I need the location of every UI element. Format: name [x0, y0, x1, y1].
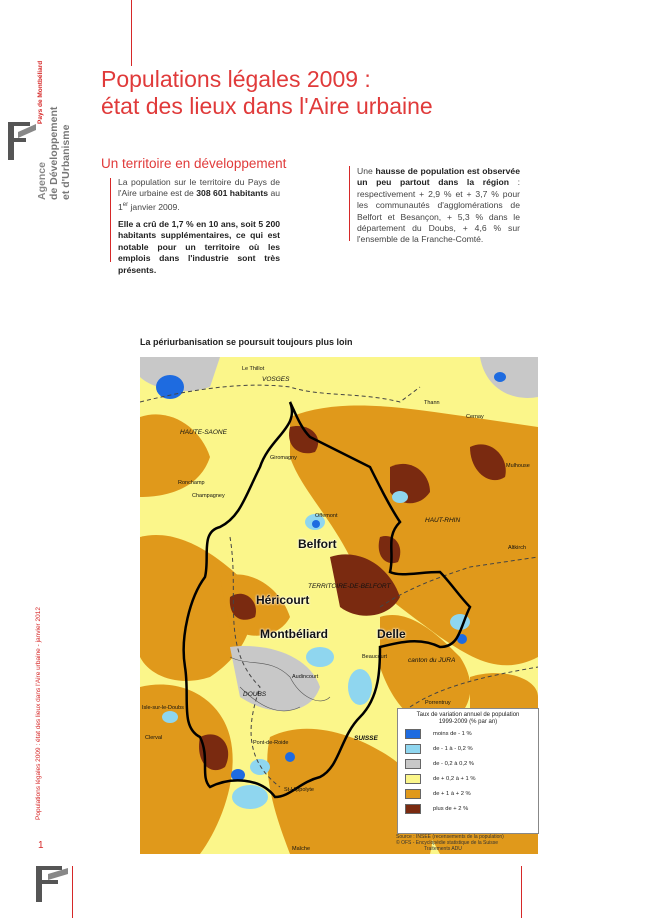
legend-swatch	[405, 774, 421, 784]
legend-item	[405, 771, 538, 786]
city-cernay: Cernay	[466, 414, 484, 420]
city-st-hippolyte: St-Hippolyte	[284, 787, 314, 793]
legend-item	[405, 801, 538, 816]
logo-agency: Agence	[36, 162, 48, 200]
city-pont-de-roide: Pont-de-Roide	[253, 740, 289, 746]
page-title: Populations légales 2009 : état des lieux dans l'Aire urbaine	[101, 66, 433, 119]
col1-rule	[110, 178, 111, 262]
region-territoire-de-belfort: TERRITOIRE-DE-BELFORT	[308, 583, 391, 590]
city-clerval: Clerval	[145, 735, 163, 741]
top-rule	[131, 0, 132, 66]
col2-rule	[349, 166, 350, 241]
region-jura: canton du JURA	[408, 657, 456, 664]
legend-item	[405, 741, 538, 756]
logo-urb: et d'Urbanisme	[60, 124, 72, 200]
logo-pays: Pays de Montbéliard	[37, 60, 44, 124]
city-le-thillot: Le Thillot	[242, 366, 265, 372]
legend-item	[405, 726, 538, 741]
legend-label: de + 0,2 à + 1 %	[433, 775, 476, 782]
legend-item	[405, 786, 538, 801]
region-suisse: SUISSE	[354, 735, 378, 742]
city-offemont: Offemont	[315, 513, 338, 519]
city-montbeliard: Montbéliard	[260, 627, 328, 641]
section-title: Un territoire en développement	[101, 156, 287, 171]
legend-label: de - 0,2 à 0,2 %	[433, 760, 474, 767]
legend-label: plus de + 2 %	[433, 805, 469, 812]
city-giromagny: Giromagny	[270, 455, 297, 461]
bottom-rule-left	[72, 866, 73, 918]
legend-label: moins de - 1 %	[433, 730, 472, 737]
legend-swatch	[405, 744, 421, 754]
city-champagney: Champagney	[192, 493, 225, 499]
legend-swatch	[405, 804, 421, 814]
city-delle: Delle	[377, 627, 406, 641]
city-beaucourt: Beaucourt	[362, 654, 388, 660]
footer-running-text: Populations légales 2009 : état des lieux dans l'Aire urbaine - janvier 2012	[35, 607, 42, 820]
map-legend	[397, 708, 539, 834]
footer-logo-icon	[36, 866, 70, 902]
region-vosges: VOSGES	[262, 376, 290, 383]
logo-dev: de Développement	[48, 106, 60, 200]
city-porrentruy: Porrentruy	[425, 700, 451, 706]
legend-title: Taux de variation annuel de population	[416, 712, 520, 718]
legend-label: de - 1 à - 0,2 %	[433, 745, 473, 752]
map-title: La périurbanisation se poursuit toujours plus loin	[140, 337, 353, 347]
col2-paragraph: Une hausse de population est observée un peu partout dans la région : respectivement + 2,9 % et + 3,7 % pour les communautés d'agglomérations de Belfort et Besançon, + 5,3 % dans le département du Doubs, + 4,6 % sur l'ensemble de la Franche-Comté.	[357, 166, 520, 245]
city-mulhouse: Mulhouse	[506, 463, 530, 469]
region-haute-saone: HAUTE-SAONE	[180, 429, 227, 436]
city-altkirch: Altkirch	[508, 545, 527, 551]
map-source: Source : INSEE (recensements de la population) © OFS - Encyclopédie statistique de la Suisse Traitements ADU	[396, 834, 504, 852]
city-ronchamp: Ronchamp	[178, 480, 205, 486]
bottom-rule-right	[521, 866, 522, 918]
city-hericourt: Héricourt	[256, 593, 310, 607]
region-doubs: DOUBS	[243, 691, 267, 698]
legend-subtitle: 1999-2009 (% par an)	[438, 719, 498, 725]
city-maiche: Maîche	[292, 846, 311, 852]
page-number: 1	[38, 840, 44, 851]
region-haut-rhin: HAUT-RHIN	[425, 517, 461, 524]
legend-label: de + 1 à + 2 %	[433, 790, 471, 797]
col1-paragraph-1: La population sur le territoire du Pays de l'Aire urbaine est de 308 601 habitants au 1er janvier 2009.	[118, 177, 281, 212]
legend-swatch	[405, 729, 421, 739]
legend-item	[405, 756, 538, 771]
logo-mark-icon	[8, 122, 38, 162]
city-thann: Thann	[424, 400, 440, 406]
text-column-2	[357, 166, 520, 252]
city-audincourt: Audincourt	[292, 674, 319, 680]
city-belfort: Belfort	[298, 537, 337, 551]
agency-logo	[8, 40, 78, 200]
legend-swatch	[405, 789, 421, 799]
text-column-1	[118, 177, 280, 282]
legend-swatch	[405, 759, 421, 769]
col1-paragraph-2: Elle a crû de 1,7 % en 10 ans, soit 5 200 habitants supplémentaires, ce qui est notable pour un territoire où les emplois dans l'industrie sont très présents.	[118, 219, 280, 275]
city-isle-sur-le-doubs: Isle-sur-le-Doubs	[142, 705, 184, 711]
